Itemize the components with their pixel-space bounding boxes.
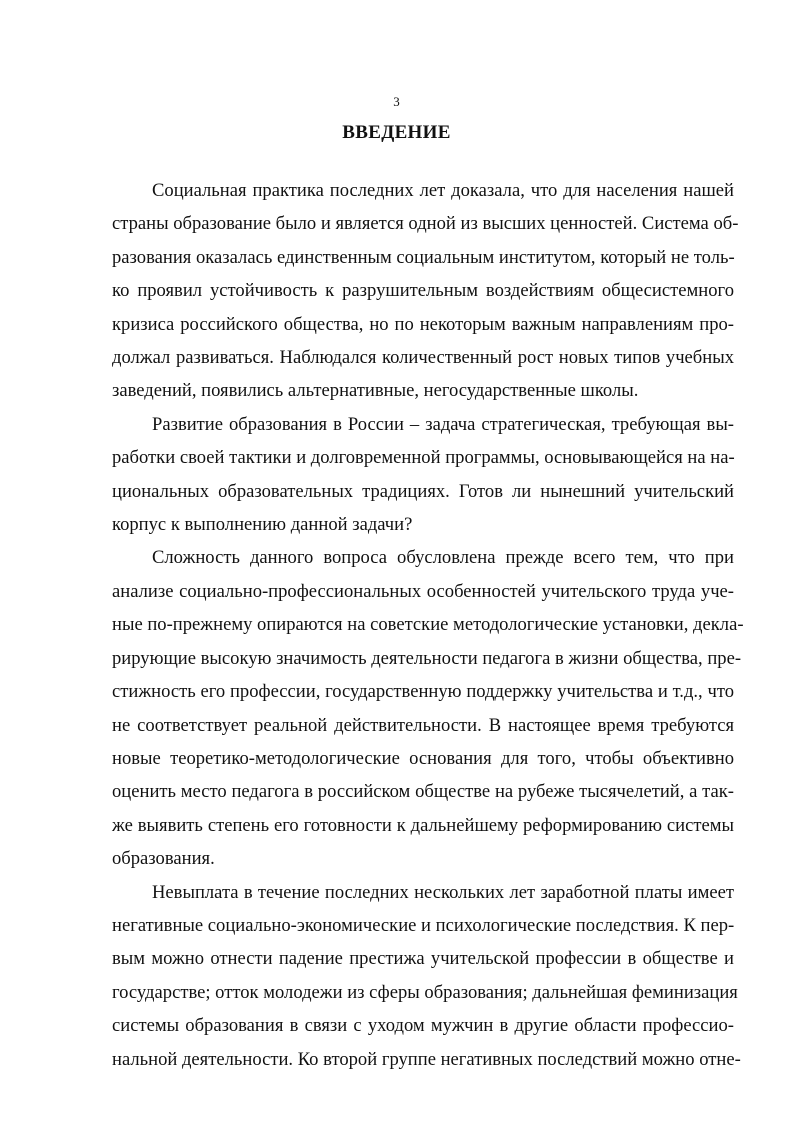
text-line: вым можно отнести падение престижа учительской профессии в обществе и xyxy=(112,948,734,970)
text-line: же выявить степень его готовности к дальнейшему реформированию системы xyxy=(112,814,734,836)
body-text xyxy=(112,174,744,1076)
text-line: разования оказалась единственным социальным институтом, который не толь- xyxy=(112,246,735,268)
text-line: образования. xyxy=(112,848,215,870)
text-line: государстве; отток молодежи из сферы образования; дальнейшая феминизация xyxy=(112,981,738,1003)
text-line: заведений, появились альтернативные, негосударственные школы. xyxy=(112,380,639,402)
text-line: корпус к выполнению данной задачи? xyxy=(112,514,413,536)
text-line: оценить место педагога в российском обществе на рубеже тысячелетий, а так- xyxy=(112,781,734,803)
paragraph xyxy=(112,174,739,408)
text-line: анализе социально-профессиональных особенностей учительского труда уче- xyxy=(112,580,734,602)
text-line: должал развиваться. Наблюдался количественный рост новых типов учебных xyxy=(112,347,734,369)
paragraph xyxy=(112,876,741,1076)
text-line: новые теоретико-методологические основания для того, чтобы объективно xyxy=(112,747,734,769)
page-number: 3 xyxy=(393,94,400,109)
text-line: Развитие образования в России – задача стратегическая, требующая вы- xyxy=(152,413,734,435)
text-line: ные по-прежнему опираются на советские методологические установки, декла- xyxy=(112,614,744,636)
text-line: системы образования в связи с уходом мужчин в другие области профессио- xyxy=(112,1015,734,1037)
paragraph xyxy=(112,541,744,875)
text-line: негативные социально-экономические и психологические последствия. К пер- xyxy=(112,914,735,936)
text-line: Невыплата в течение последних нескольких лет заработной платы имеет xyxy=(152,881,734,903)
text-line: рирующие высокую значимость деятельности педагога в жизни общества, пре- xyxy=(112,647,742,669)
paragraph xyxy=(112,408,734,542)
text-line: страны образование было и является одной из высших ценностей. Система об- xyxy=(112,213,739,235)
text-line: работки своей тактики и долговременной программы, основывающейся на на- xyxy=(112,447,735,469)
text-line: Сложность данного вопроса обусловлена прежде всего тем, что при xyxy=(152,547,734,569)
text-line: кризиса российского общества, но по некоторым важным направлениям про- xyxy=(112,313,734,335)
text-line: не соответствует реальной действительности. В настоящее время требуются xyxy=(112,714,734,736)
text-line: ко проявил устойчивость к разрушительным воздействиям общесистемного xyxy=(112,280,734,302)
section-heading: ВВЕДЕНИЕ xyxy=(342,122,451,143)
text-line: стижность его профессии, государственную поддержку учительства и т.д., что xyxy=(112,681,734,703)
text-line: нальной деятельности. Ко второй группе негативных последствий можно отне- xyxy=(112,1048,741,1070)
text-line: Социальная практика последних лет доказала, что для населения нашей xyxy=(152,180,734,201)
text-line: циональных образовательных традициях. Готов ли нынешний учительский xyxy=(112,480,734,502)
